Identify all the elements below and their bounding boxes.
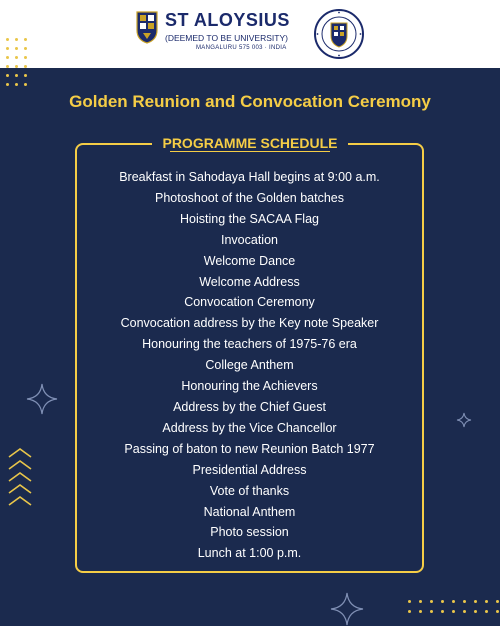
schedule-item: Honouring the Achievers [181,379,318,394]
schedule-item: Photo session [210,525,289,540]
schedule-item: National Anthem [203,504,296,519]
institution-name: ST ALOYSIUS [165,10,290,30]
university-crest-icon [136,10,158,44]
dot-grid-decoration [6,38,27,86]
schedule-list [77,167,422,564]
sparkle-icon [26,383,58,415]
chevron-pattern-icon [6,447,34,509]
schedule-item: Breakfast in Sahodaya Hall begins at 9:00 a.m. [119,170,380,184]
schedule-item: Address by the Chief Guest [173,399,326,414]
schedule-item: Convocation Ceremony [184,295,315,310]
header-bar [0,0,500,68]
schedule-item: Address by the Vice Chancellor [162,420,337,435]
institution-subtitle: (DEEMED TO BE UNIVERSITY) [165,33,288,43]
schedule-item: Hoisting the SACAA Flag [180,211,319,226]
schedule-item: Photoshoot of the Golden batches [154,190,345,205]
schedule-item: College Anthem [205,358,294,373]
sparkle-icon [330,592,364,626]
schedule-item: Welcome Address [199,274,300,289]
schedule-item: Welcome Dance [203,253,296,268]
schedule-item: Lunch at 1:00 p.m. [197,546,302,561]
sparkle-icon [456,412,472,428]
alumni-seal-icon [313,8,365,60]
schedule-item: Invocation [221,232,278,247]
schedule-heading: PROGRAMME SCHEDULE [152,132,348,154]
dot-grid-decoration [408,600,499,613]
schedule-item: Presidential Address [192,462,307,477]
event-title: Golden Reunion and Convocation Ceremony [69,92,431,111]
schedule-item: Vote of thanks [209,483,290,498]
schedule-item: Honouring the teachers of 1975-76 era [142,337,357,352]
schedule-item: Convocation address by the Key note Speaker [120,316,379,331]
schedule-item: Passing of baton to new Reunion Batch 1977 [124,441,375,456]
institution-location: MANGALURU 575 003 · INDIA [196,45,287,51]
